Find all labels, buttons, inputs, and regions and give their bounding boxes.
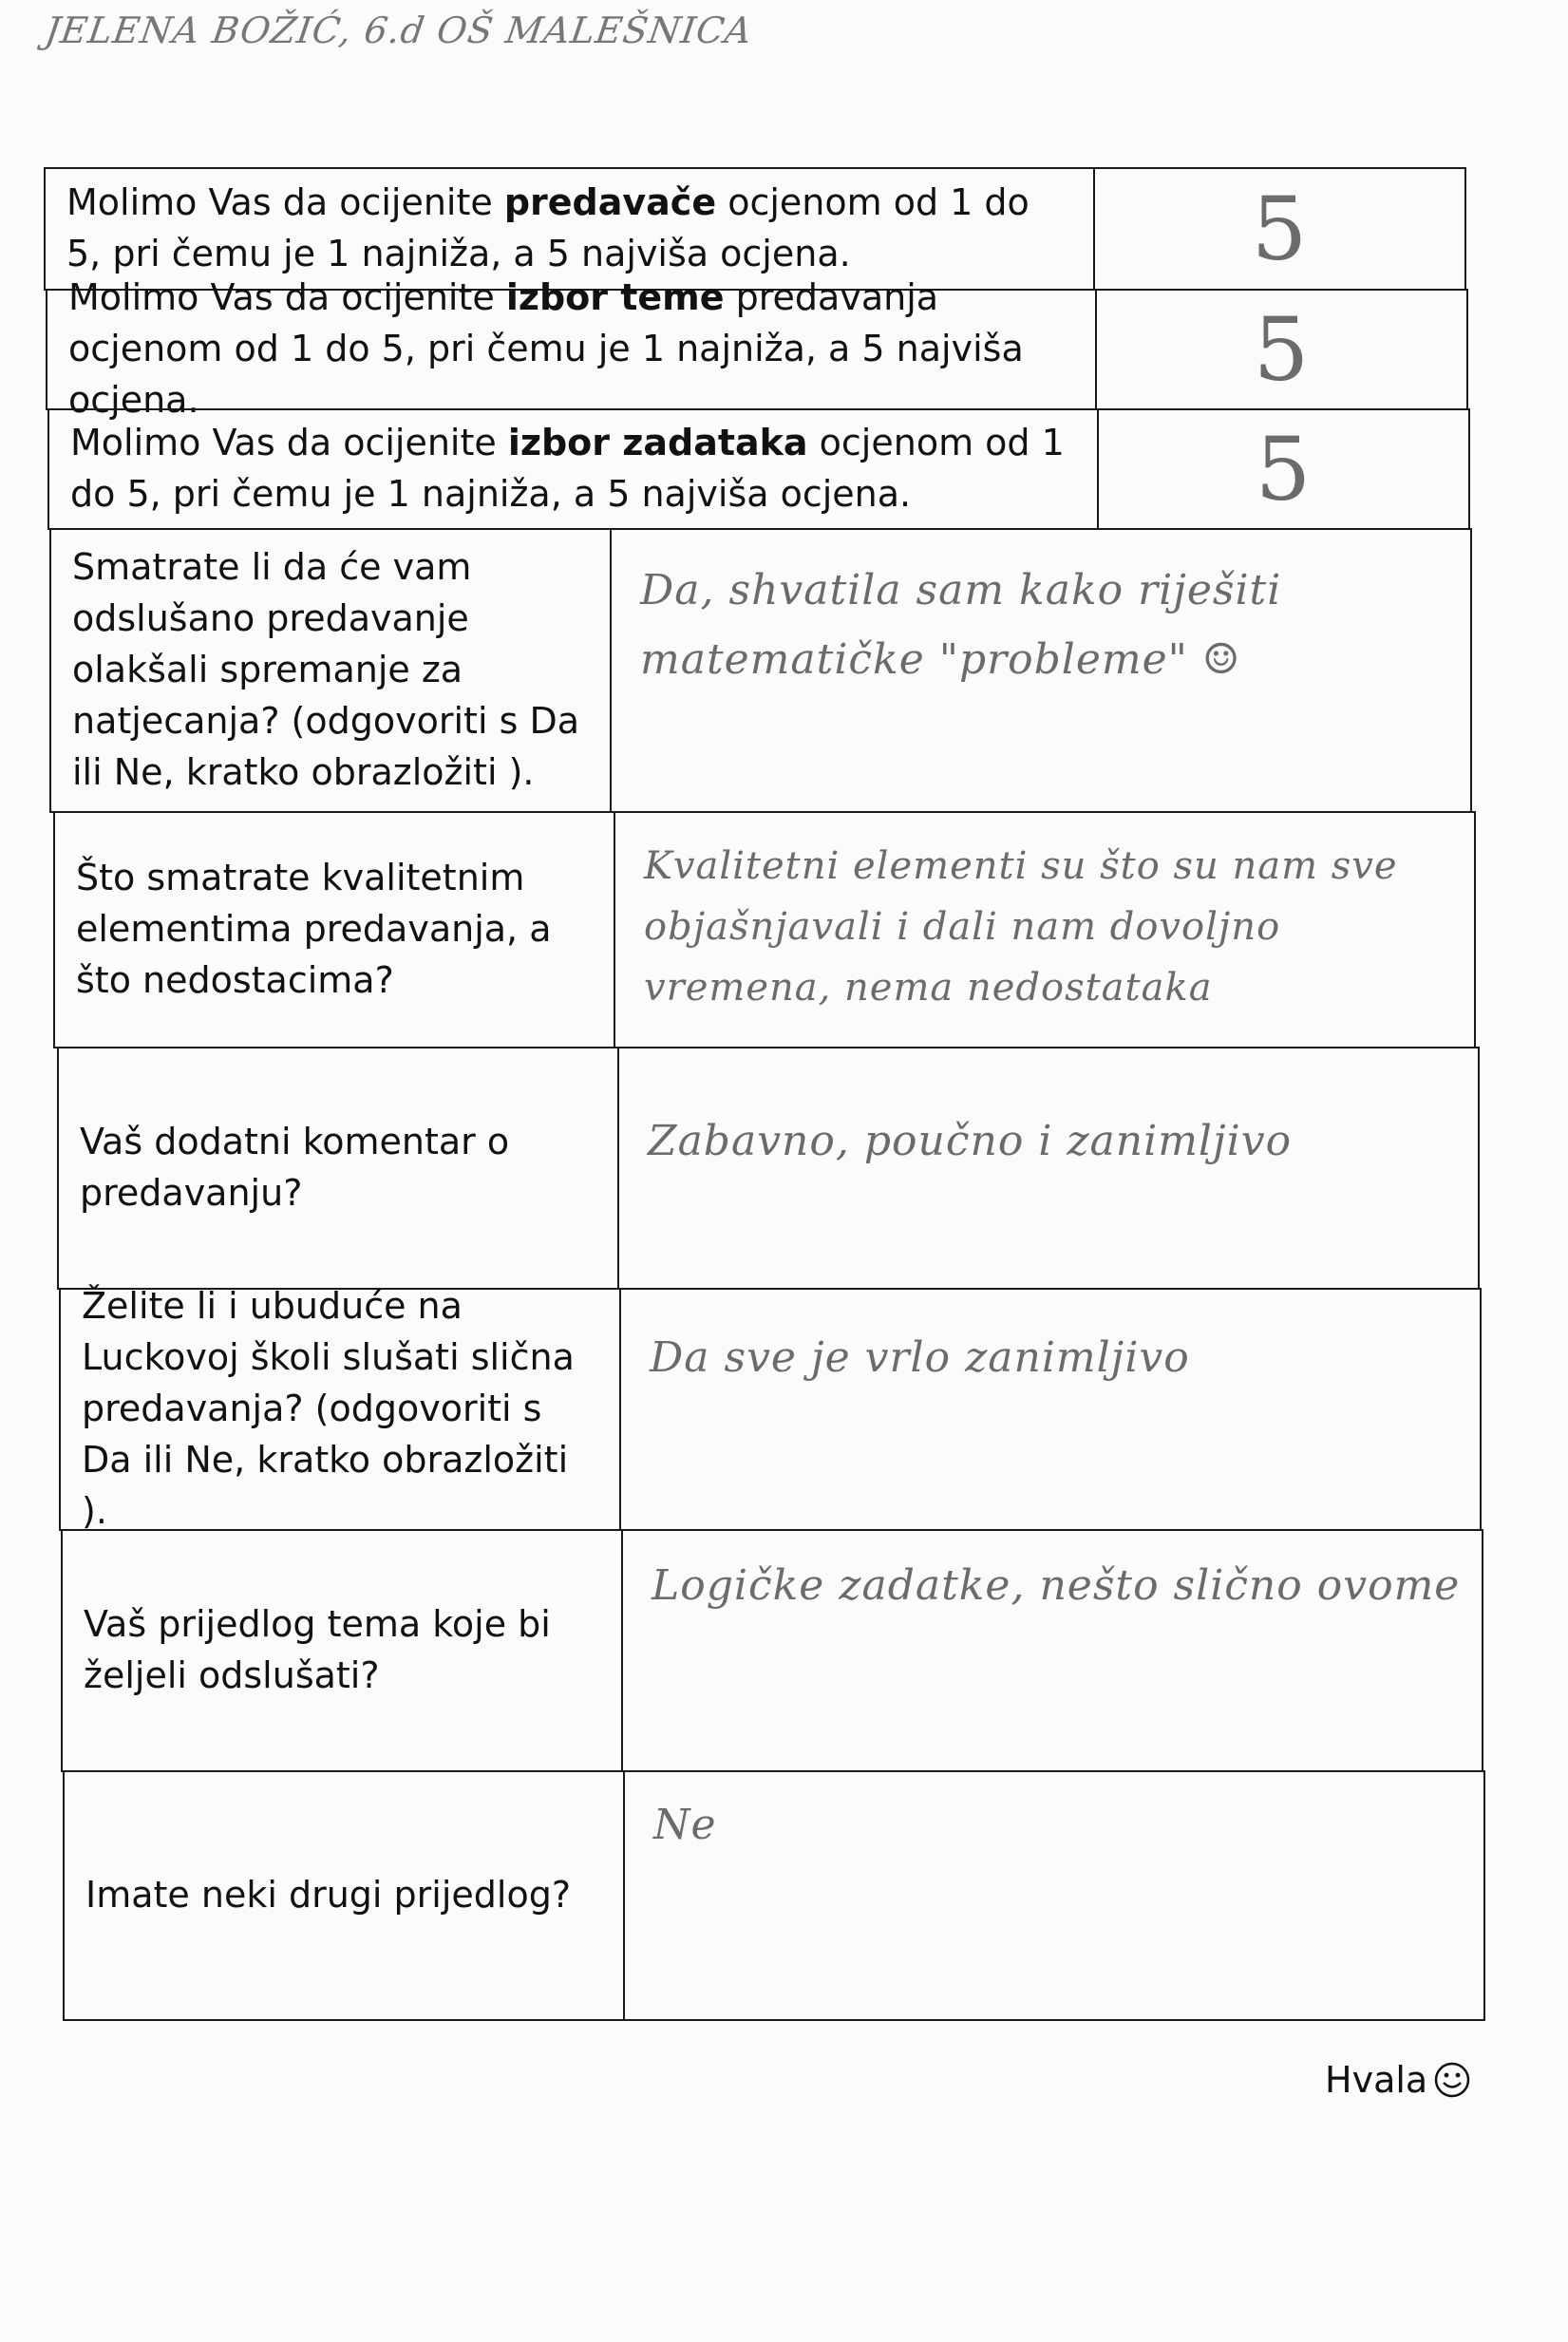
answer-cell bbox=[615, 813, 1474, 1047]
rating-row-topic bbox=[46, 276, 1468, 421]
handwritten-answer: Ne bbox=[653, 1801, 717, 1849]
rating-answer: 5 bbox=[1253, 298, 1311, 401]
question-text: Što smatrate kvalitetnim elementima predavanja, a što nedostacima? bbox=[55, 813, 615, 1047]
question-text: Želite li i ubuduće na Luckovoj školi slušati slična predavanja? (odgovoriti s Da ili Ne, kratko obrazložiti ). bbox=[61, 1290, 621, 1529]
answer-cell bbox=[623, 1531, 1482, 1770]
answer-cell bbox=[621, 1290, 1480, 1529]
answer-cell bbox=[619, 1048, 1478, 1288]
smiley-icon bbox=[1433, 2061, 1471, 2099]
rating-answer-cell bbox=[1095, 169, 1464, 289]
thanks-text: Hvala bbox=[1325, 2059, 1428, 2101]
handwritten-answer: Zabavno, poučno i zanimljivo bbox=[648, 1117, 1293, 1165]
rating-answer-cell bbox=[1097, 291, 1466, 408]
handwritten-answer: Da, shvatila sam kako riješiti matematičke "probleme" ☺ bbox=[640, 566, 1282, 684]
thanks-note bbox=[1325, 2059, 1471, 2101]
handwritten-name-note: JELENA BOŽIĆ, 6.d OŠ MALEŠNICA bbox=[42, 9, 755, 51]
answer-cell bbox=[625, 1772, 1483, 2019]
question-row-quality bbox=[53, 811, 1476, 1048]
question-row-topics bbox=[61, 1529, 1483, 1772]
rating-answer-cell bbox=[1099, 410, 1468, 528]
rating-row-tasks bbox=[47, 408, 1470, 530]
rating-question: Molimo Vas da ocijenite izbor teme predavanja ocjenom od 1 do 5, pri čemu je 1 najniža, a 5 najviša ocjena. bbox=[47, 291, 1097, 408]
answer-cell bbox=[612, 530, 1470, 811]
handwritten-answer: Logičke zadatke, nešto slično ovome bbox=[652, 1561, 1461, 1610]
rating-answer: 5 bbox=[1251, 178, 1309, 280]
question-text: Smatrate li da će vam odslušano predavanje olakšali spremanje za natjecanja? (odgovoriti s Da ili Ne, kratko obrazložiti ). bbox=[51, 530, 612, 811]
handwritten-answer: Kvalitetni elementi su što su nam sve objašnjavali i dali nam dovoljno vremena, nema nedostataka bbox=[644, 844, 1398, 1010]
question-row-competition bbox=[49, 528, 1472, 813]
rating-answer: 5 bbox=[1255, 418, 1313, 520]
question-row-other bbox=[63, 1770, 1485, 2021]
handwritten-answer: Da sve je vrlo zanimljivo bbox=[650, 1333, 1190, 1382]
rating-question: Molimo Vas da ocijenite izbor zadataka ocjenom od 1 do 5, pri čemu je 1 najniža, a 5 najviša ocjena. bbox=[49, 410, 1099, 528]
question-row-future bbox=[59, 1285, 1482, 1532]
question-text: Vaš dodatni komentar o predavanju? bbox=[59, 1048, 619, 1288]
question-text: Imate neki drugi prijedlog? bbox=[65, 1772, 625, 2019]
question-row-comment bbox=[57, 1047, 1480, 1290]
question-text: Vaš prijedlog tema koje bi željeli odslušati? bbox=[63, 1531, 623, 1770]
rating-question: Molimo Vas da ocijenite predavače ocjenom od 1 do 5, pri čemu je 1 najniža, a 5 najviša ocjena. bbox=[46, 169, 1095, 289]
